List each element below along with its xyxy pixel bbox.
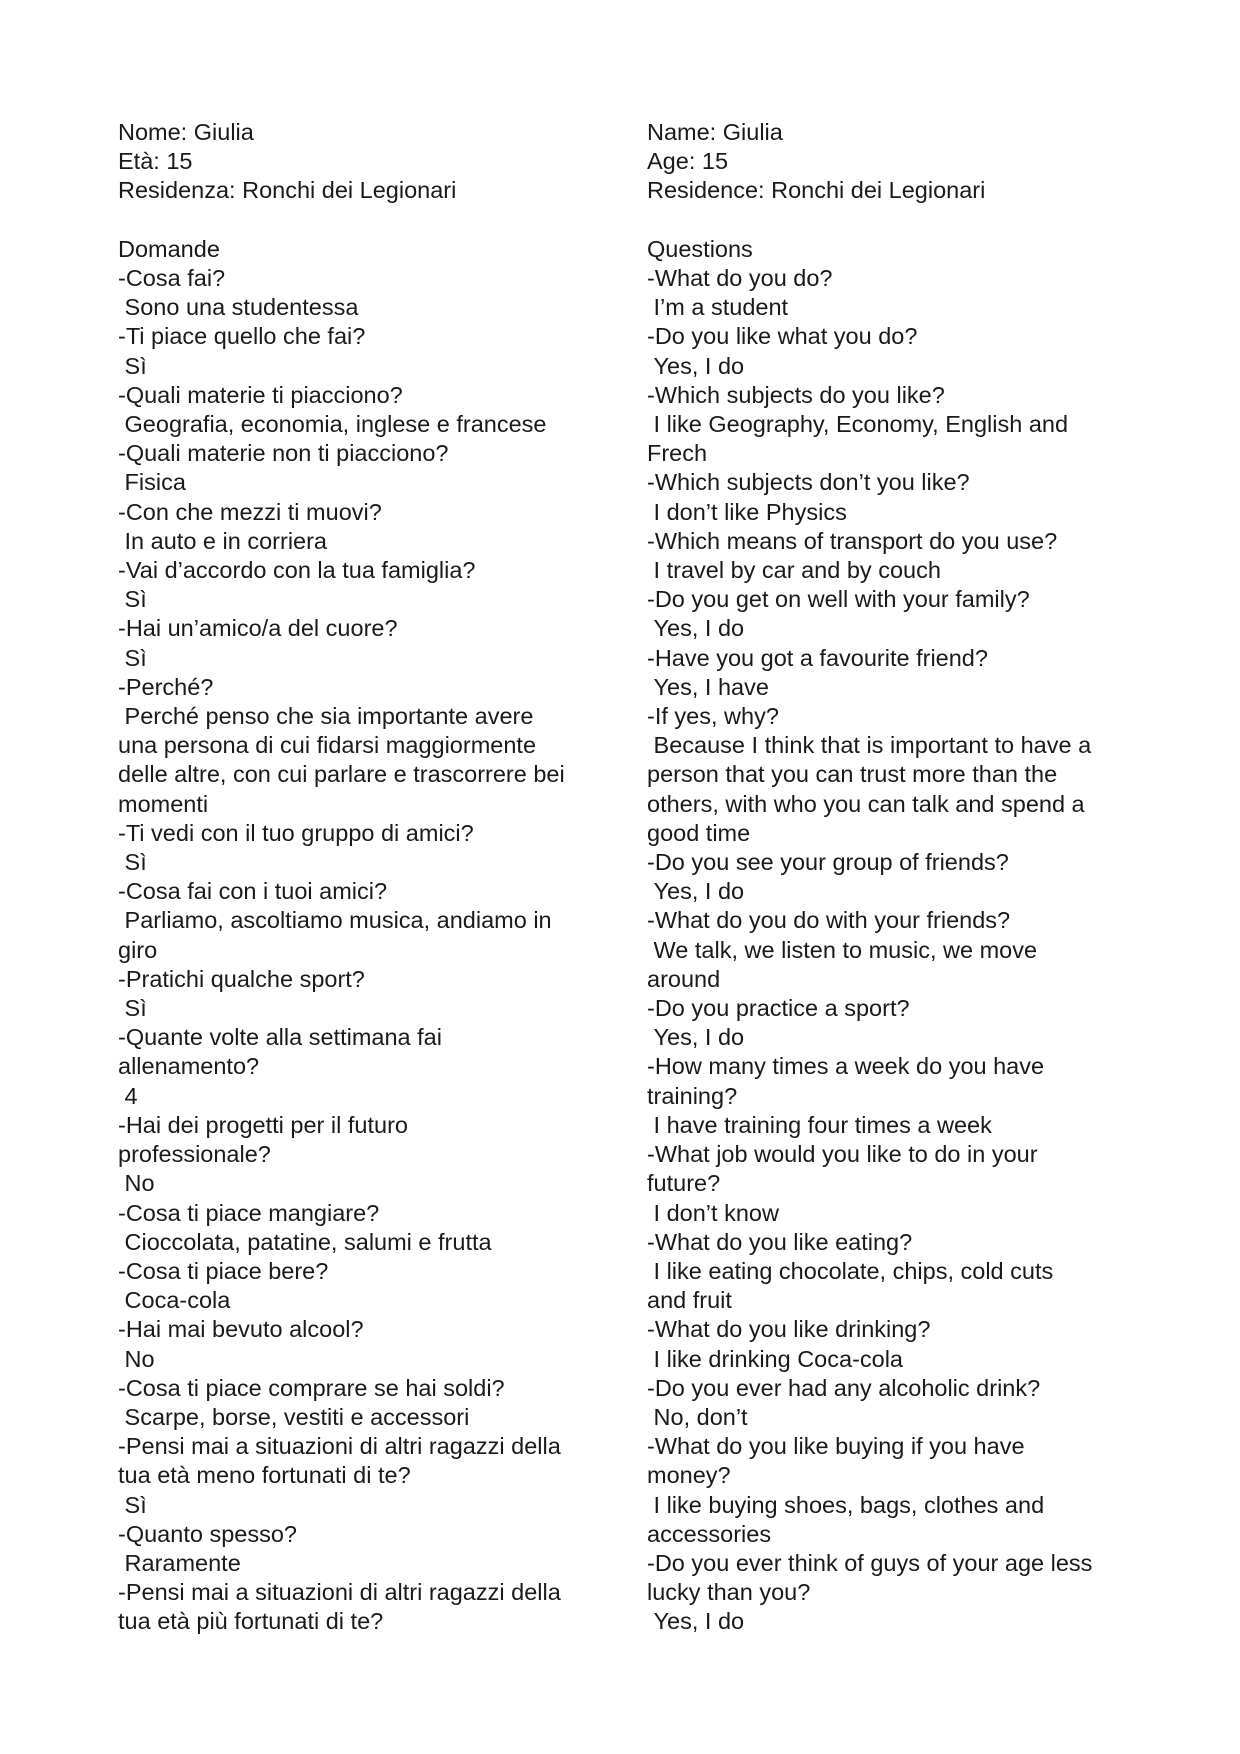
italian-line: Età: 15 [118, 148, 193, 175]
english-line: Yes, I do [647, 1608, 745, 1635]
english-line: Yes, I do [647, 1024, 745, 1051]
italian-line: tua età meno fortunati di te? [118, 1462, 411, 1489]
italian-line: Raramente [118, 1549, 241, 1576]
english-line: I don’t know [647, 1199, 779, 1226]
italian-line [118, 206, 613, 235]
italian-line: -Hai mai bevuto alcool? [118, 1316, 364, 1343]
italian-line: Sì [118, 352, 147, 379]
italian-line: -Quali materie non ti piacciono? [118, 440, 449, 467]
italian-line: -Ti piace quello che fai? [118, 323, 366, 350]
italian-line: Geografia, economia, inglese e francese [118, 411, 547, 438]
italian-line: -Con che mezzi ti muovi? [118, 498, 382, 525]
italian-line: -Quanto spesso? [118, 1520, 297, 1547]
english-line: -Which means of transport do you use? [647, 527, 1058, 554]
english-line: Questions [647, 235, 753, 262]
english-line: I like Geography, Economy, English and [647, 411, 1069, 438]
english-line: -What do you like eating? [647, 1228, 913, 1255]
english-line: I travel by car and by couch [647, 557, 941, 584]
italian-line: -Cosa fai con i tuoi amici? [118, 878, 388, 905]
english-line: -How many times a week do you have [647, 1053, 1045, 1080]
italian-line: Sì [118, 644, 147, 671]
english-line: future? [647, 1170, 721, 1197]
italian-line: No [118, 1345, 155, 1372]
english-line: -What do you like drinking? [647, 1316, 931, 1343]
italian-line: -Ti vedi con il tuo gruppo di amici? [118, 819, 474, 846]
italian-line: Nome: Giulia [118, 119, 254, 145]
italian-line: Fisica [118, 469, 186, 496]
italian-line: -Cosa fai? [118, 265, 226, 291]
english-line: good time [647, 819, 751, 846]
italian-line: -Perché? [118, 673, 214, 700]
italian-line: -Cosa ti piace bere? [118, 1257, 329, 1284]
english-line: I don’t like Physics [647, 498, 847, 525]
english-line: -What job would you like to do in your [647, 1141, 1038, 1168]
english-line: and fruit [647, 1287, 732, 1314]
english-line: -Which subjects don’t you like? [647, 469, 970, 496]
italian-line: -Pensi mai a situazioni di altri ragazzi della [118, 1433, 561, 1460]
italian-line: delle altre, con cui parlare e trascorrere bei [118, 761, 565, 788]
italian-line: Scarpe, borse, vestiti e accessori [118, 1403, 470, 1430]
english-line: Residence: Ronchi dei Legionari [647, 177, 986, 204]
english-line: Yes, I do [647, 878, 745, 905]
italian-line: allenamento? [118, 1053, 260, 1080]
italian-line: -Hai dei progetti per il futuro [118, 1111, 408, 1138]
italian-line: Parliamo, ascoltiamo musica, andiamo in [118, 907, 552, 934]
english-line: -Do you ever had any alcoholic drink? [647, 1374, 1041, 1401]
english-line: Yes, I do [647, 615, 745, 642]
english-line: training? [647, 1082, 738, 1109]
english-line: I’m a student [647, 294, 789, 321]
italian-line: Sono una studentessa [118, 294, 359, 321]
english-line: -Do you like what you do? [647, 323, 918, 350]
english-line: Age: 15 [647, 148, 729, 175]
english-line: I have training four times a week [647, 1111, 992, 1138]
italian-column [118, 118, 613, 1637]
english-column [647, 118, 1137, 1637]
italian-line: una persona di cui fidarsi maggiormente [118, 732, 537, 759]
italian-line: Sì [118, 849, 147, 876]
italian-line: -Vai d’accordo con la tua famiglia? [118, 557, 476, 584]
italian-line: -Pratichi qualche sport? [118, 965, 365, 992]
italian-line: 4 [118, 1082, 138, 1109]
english-line: -Do you ever think of guys of your age less [647, 1549, 1093, 1576]
italian-line: tua età più fortunati di te? [118, 1608, 384, 1635]
english-line: Yes, I do [647, 352, 745, 379]
english-line: Yes, I have [647, 673, 769, 700]
italian-line: No [118, 1170, 155, 1197]
italian-line: Residenza: Ronchi dei Legionari [118, 177, 457, 204]
english-line: person that you can trust more than the [647, 761, 1058, 788]
italian-line: In auto e in corriera [118, 527, 328, 554]
italian-line: Perché penso che sia importante avere [118, 703, 534, 730]
english-line: money? [647, 1462, 731, 1489]
italian-line: Sì [118, 1491, 147, 1518]
english-line: -Which subjects do you like? [647, 381, 945, 408]
english-line: -What do you do? [647, 265, 833, 291]
italian-line: giro [118, 936, 158, 963]
italian-line: -Cosa ti piace mangiare? [118, 1199, 380, 1226]
italian-line: Sì [118, 995, 147, 1022]
english-line: -Have you got a favourite friend? [647, 644, 988, 671]
english-line: -What do you do with your friends? [647, 907, 1011, 934]
english-line: -Do you get on well with your family? [647, 586, 1030, 613]
english-line: accessories [647, 1520, 772, 1547]
italian-line: Domande [118, 235, 220, 262]
italian-line: Cioccolata, patatine, salumi e frutta [118, 1228, 492, 1255]
italian-line: -Quali materie ti piacciono? [118, 381, 403, 408]
english-line: -Do you practice a sport? [647, 995, 910, 1022]
english-line: others, with who you can talk and spend a [647, 790, 1085, 817]
italian-line: momenti [118, 790, 209, 817]
english-line: -What do you like buying if you have [647, 1433, 1025, 1460]
italian-line: -Pensi mai a situazioni di altri ragazzi della [118, 1579, 561, 1606]
italian-line: -Cosa ti piace comprare se hai soldi? [118, 1374, 505, 1401]
english-line: Because I think that is important to have a [647, 732, 1092, 759]
english-line: No, don’t [647, 1403, 748, 1430]
english-line: Name: Giulia [647, 119, 783, 145]
english-line: -If yes, why? [647, 703, 779, 730]
english-line: lucky than you? [647, 1579, 811, 1606]
italian-line: professionale? [118, 1141, 271, 1168]
english-line: around [647, 965, 721, 992]
english-line: -Do you see your group of friends? [647, 849, 1009, 876]
english-line: I like drinking Coca-cola [647, 1345, 904, 1372]
english-line [647, 206, 1137, 235]
english-line: Frech [647, 440, 708, 467]
italian-line: Sì [118, 586, 147, 613]
italian-line: Coca-cola [118, 1287, 231, 1314]
english-line: We talk, we listen to music, we move [647, 936, 1038, 963]
italian-line: -Quante volte alla settimana fai [118, 1024, 442, 1051]
english-line: I like buying shoes, bags, clothes and [647, 1491, 1045, 1518]
italian-line: -Hai un’amico/a del cuore? [118, 615, 398, 642]
english-line: I like eating chocolate, chips, cold cuts [647, 1257, 1054, 1284]
